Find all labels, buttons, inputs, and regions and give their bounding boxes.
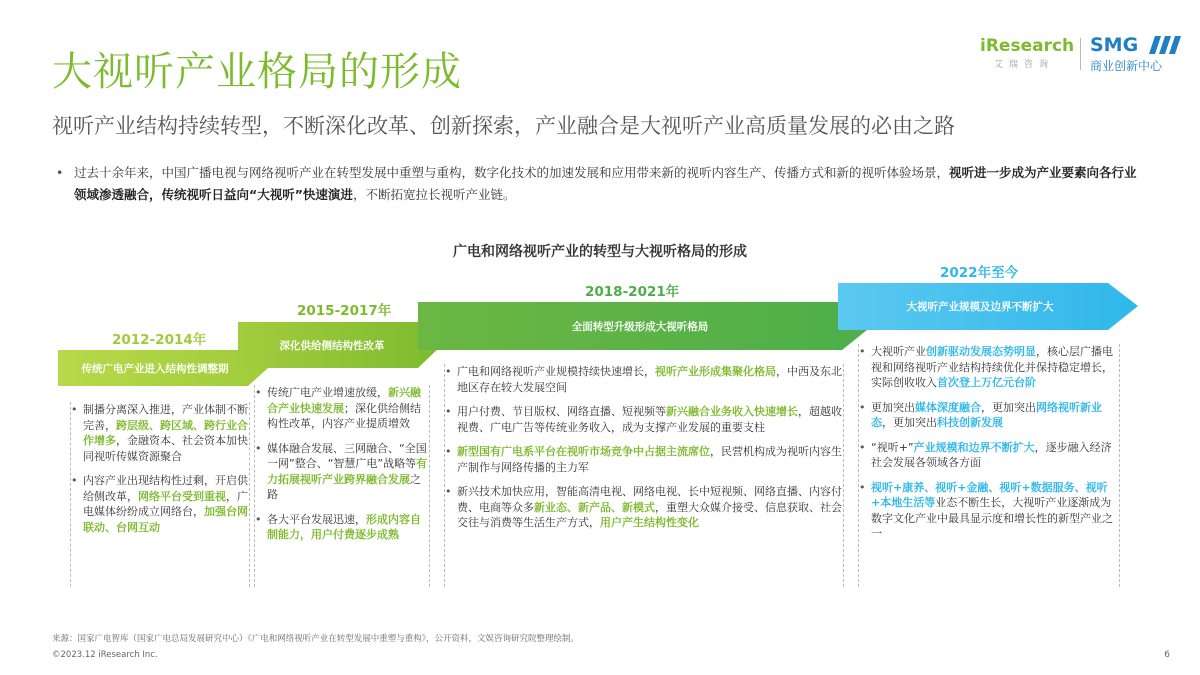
stage-4-item-2 xyxy=(859,400,1119,431)
stage-1-item-1 xyxy=(71,402,249,464)
stage-1-list xyxy=(71,402,249,535)
page-subtitle: 视听产业结构持续转型，不断深化改革、创新探索，产业融合是大视听产业高质量发展的必由之路 xyxy=(52,114,955,138)
stage-4-item-2-segment: 科技创新发展 xyxy=(937,416,1003,429)
stage-4-item-2-segment: 网络视听新业态 xyxy=(871,400,1102,429)
stage-3-item-2 xyxy=(445,404,843,435)
intro-bold-text: 视听进一步成为产业要素向各行业领域渗透融合，传统视听日益向“大视听”快速演进 xyxy=(74,165,1137,202)
stage-3-item-2-segment: 新兴融合业务收入快速增长 xyxy=(666,405,798,418)
stage-1-item-2-segment: ，广电媒体纷纷成立网络台， xyxy=(83,489,248,518)
stage-4-item-1-segment: 大视听产业 xyxy=(871,345,926,358)
stage-3-item-4-segment: 用户产生结构性变化 xyxy=(600,516,699,529)
page-title: 大视听产业格局的形成 xyxy=(52,49,462,95)
copyright: ©2023.12 iResearch Inc. xyxy=(52,650,158,660)
stage-3-item-1 xyxy=(445,364,843,395)
stage-3-item-4-segment: ，重塑大众媒介接受、信息获取、社会交往与消费等生活生产方式， xyxy=(457,500,842,529)
smg-logo-text: SMG xyxy=(1090,34,1139,56)
stage-1-item-1-segment: 跨层级、跨区域、跨行业合作增多 xyxy=(83,418,248,447)
stage-4-item-2-segment: ，更加突出 xyxy=(981,400,1036,414)
stage-2-item-1-segment: 传统广电产业增速放缓， xyxy=(267,386,388,399)
stage-1-panel xyxy=(70,402,250,587)
stage-4-item-1 xyxy=(859,344,1119,391)
stage-4-item-3-segment: “视听+” xyxy=(871,440,914,454)
stage-3-item-3 xyxy=(445,444,843,475)
stage-1-item-2-segment: 加强台网联动、台网互动 xyxy=(83,505,248,534)
stage-2-item-3-segment: 形成内容自制能力，用户付费逐步成熟 xyxy=(267,512,421,541)
stage-4-panel xyxy=(858,344,1120,587)
stage-4-item-2-segment: 媒体深度融合 xyxy=(915,400,981,414)
stage-2-panel xyxy=(254,385,430,587)
stage-3-item-4-segment: 新兴技术加快应用，智能高清电视、网络电视、长中短视频、网络直播、内容付费、电商等众多 xyxy=(457,485,842,514)
stage-4-item-1-segment: 首次登上万亿元台阶 xyxy=(937,376,1036,389)
stage-3-item-1-segment: 视听产业形成集聚化格局 xyxy=(655,365,776,378)
stage-3-item-3-segment: 新型国有广电系平台在视听市场竞争中占据主流席位 xyxy=(457,445,710,458)
stage-4-item-4-segment: 业态不断生长，大视听产业逐渐成为数字文化产业中最具显示度和增长性的新型产业之一 xyxy=(871,496,1113,540)
stage-4-item-2-segment: ，更加突出 xyxy=(882,416,937,429)
stage-3-banner-label: 全面转型升级形成大视听格局 xyxy=(571,321,709,333)
intro-text-end: ，不断拓宽拉长视听产业链。 xyxy=(352,187,516,202)
stage-1-banner-label: 传统广电产业进入结构性调整期 xyxy=(81,363,229,375)
stage-4-item-3-segment: ，逐步融入经济社会发展各领域各方面 xyxy=(871,440,1112,469)
smg-logo-subtext: 商业创新中心 xyxy=(1090,59,1163,73)
chart-title: 广电和网络视听产业的转型与大视听格局的形成 xyxy=(453,244,747,260)
stage-3-item-4-segment: 新业态、新产品、新模式 xyxy=(534,500,655,514)
stage-3-year: 2018-2021年 xyxy=(585,284,680,300)
stage-3-item-2-segment: ，超越收视费、广电广告等传统业务收入，成为支撑产业发展的重要支柱 xyxy=(457,405,842,434)
stage-2-item-2 xyxy=(255,441,429,503)
stage-1-item-1-segment: ，金融资本、社会资本加快同视听传媒资源聚合 xyxy=(83,434,248,463)
stage-2-item-1 xyxy=(255,385,429,432)
stage-2-item-2-segment: 之路 xyxy=(267,472,421,501)
stage-1-item-1-segment: 制播分离深入推进，产业体制不断完善， xyxy=(83,403,248,432)
stage-4-year: 2022年至今 xyxy=(940,265,1019,281)
stage-3-panel xyxy=(444,364,844,587)
stage-4-item-3-segment: 产业规模和边界不断扩大 xyxy=(913,440,1035,454)
stage-2-banner-label: 深化供给侧结构性改革 xyxy=(279,340,385,352)
stage-2-item-2-segment: 有力拓展视听产业跨界融合发展 xyxy=(267,457,428,486)
stage-3-item-1-segment: ，中西及东北地区存在较大发展空间 xyxy=(457,365,842,394)
stage-3-item-4 xyxy=(445,484,843,531)
stage-3-item-3-segment: ，民营机构成为视听内容生产制作与网络传播的主力军 xyxy=(457,445,842,474)
stage-4-item-4 xyxy=(859,480,1119,542)
stage-4-item-1-segment: 创新驱动发展态势明显 xyxy=(926,345,1036,358)
stage-2-item-2-segment: 媒体融合发展、三网融合、“全国一网”整合、“智慧广电”战略等 xyxy=(267,441,427,470)
iresearch-logo-subtext: 艾瑞咨询 xyxy=(994,60,1055,70)
stage-3-item-2-segment: 用户付费、节目版权、网络直播、短视频等 xyxy=(457,405,666,418)
stage-1-item-2 xyxy=(71,473,249,535)
stage-1-item-2-segment: 网络平台受到重视 xyxy=(138,489,226,503)
stage-4-banner-label: 大视听产业规模及边界不断扩大 xyxy=(906,301,1054,313)
stage-4-item-1-segment: ，核心层广播电视和网络视听产业结构持续优化并保持稳定增长，实际创收收入 xyxy=(871,345,1113,389)
stage-2-year: 2015-2017年 xyxy=(297,303,392,319)
stage-1-item-2-segment: 内容产业出现结构性过剩，开启供给侧改革， xyxy=(83,474,248,503)
stage-3-list xyxy=(445,364,843,531)
stage-4-item-3 xyxy=(859,440,1119,471)
stage-3-item-1-segment: 广电和网络视听产业规模持续快速增长， xyxy=(457,365,655,378)
intro-text: 过去十余年来，中国广播电视与网络视听产业在转型发展中重塑与重构，数字化技术的加速发展和应用带来新的视听内容生产、传播方式和新的视听体验场景， xyxy=(74,165,950,180)
stage-4-item-4-segment: 视听+康养、视听+金融、视听+数据服务、视听+本地生活等 xyxy=(871,480,1108,509)
source-note: 来源：国家广电智库（国家广电总局发展研究中心）《广电和网络视听产业在转型发展中重塑与重构》，公开资料，文娱咨询研究院整理绘制。 xyxy=(52,634,580,644)
iresearch-logo-text: iResearch xyxy=(980,36,1075,56)
page-number: 6 xyxy=(1164,650,1170,660)
stage-2-list xyxy=(255,385,429,543)
stage-2-item-1-segment: ；深化供给侧结构性改革，内容产业提质增效 xyxy=(267,401,421,430)
stage-2-item-1-segment: 新兴融合产业快速发展 xyxy=(267,386,421,415)
stage-1-year: 2012-2014年 xyxy=(112,332,207,348)
stage-2-item-3-segment: 各大平台发展迅速， xyxy=(267,512,366,526)
stage-4-item-2-segment: 更加突出 xyxy=(871,400,915,414)
stage-2-item-3 xyxy=(255,512,429,543)
bullet-dot: • xyxy=(56,165,64,180)
stage-4-list xyxy=(859,344,1119,542)
